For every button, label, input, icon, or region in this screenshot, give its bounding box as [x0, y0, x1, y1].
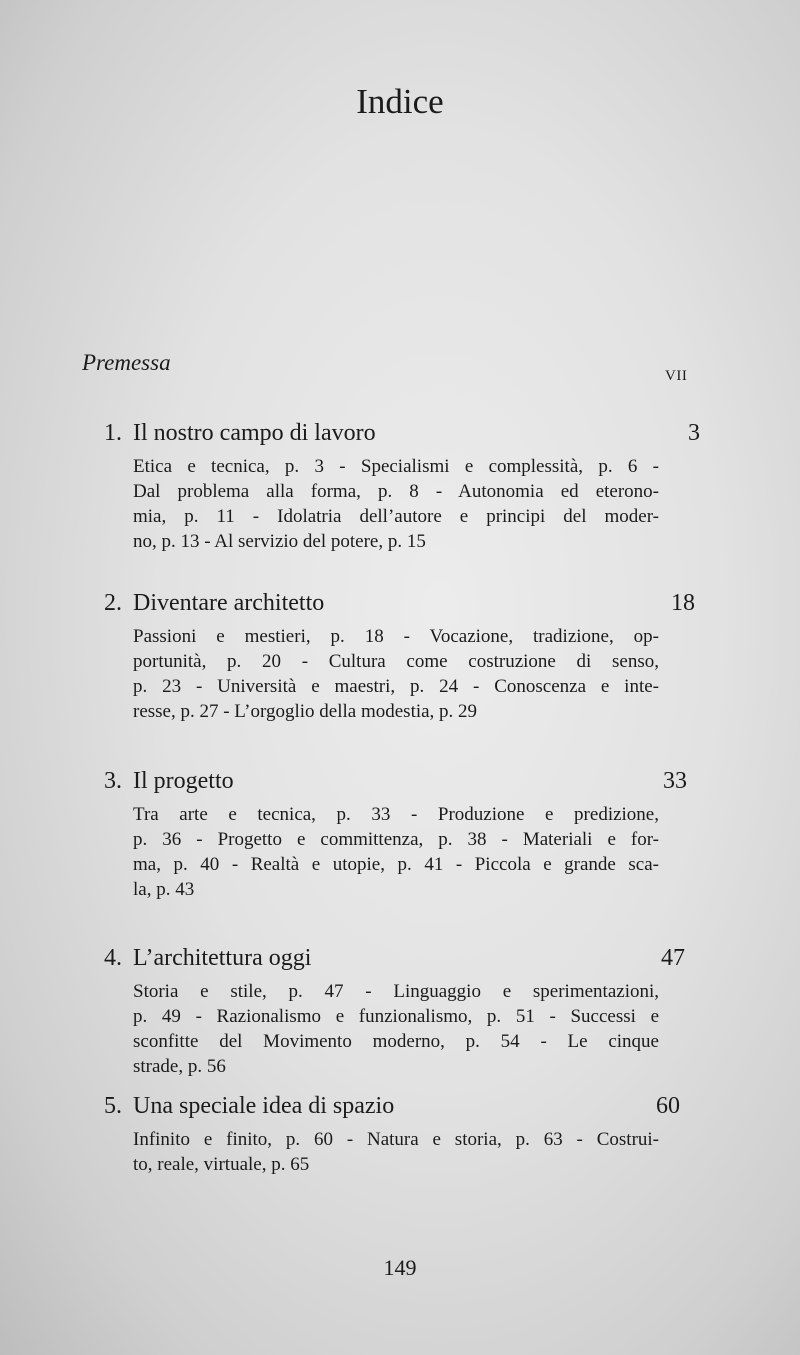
- chapter-page: 47: [661, 945, 685, 971]
- summary-line: no, p. 13 - Al servizio del potere, p. 15: [133, 531, 426, 552]
- chapter-summary: [133, 802, 659, 902]
- summary-line: resse, p. 27 - L’orgoglio della modestia, p. 29: [133, 701, 478, 722]
- chapter-number: 1.: [104, 420, 122, 446]
- summary-line: Etica e tecnica, p. 3 - Specialismi e complessità, p. 6 -: [133, 456, 659, 477]
- chapter-number: 2.: [104, 590, 122, 616]
- summary-line: portunità, p. 20 - Cultura come costruzione di senso,: [133, 651, 659, 672]
- summary-line: p. 23 - Università e maestri, p. 24 - Conoscenza e inte-: [133, 676, 659, 697]
- summary-line: mia, p. 11 - Idolatria dell’autore e principi del moder-: [133, 506, 659, 527]
- chapter-summary: [133, 979, 659, 1079]
- chapter-title: Il progetto: [133, 768, 234, 794]
- chapter-page: 3: [688, 420, 700, 446]
- chapter-summary: [133, 1127, 659, 1177]
- page-title: Indice: [356, 82, 444, 121]
- chapter-title: L’architettura oggi: [133, 945, 312, 971]
- chapter-number: 5.: [104, 1093, 122, 1119]
- summary-line: ma, p. 40 - Realtà e utopie, p. 41 - Piccola e grande sca-: [133, 854, 659, 875]
- chapter-page: 60: [656, 1093, 680, 1119]
- chapter-page: 33: [663, 768, 687, 794]
- summary-line: Tra arte e tecnica, p. 33 - Produzione e predizione,: [133, 804, 659, 825]
- chapter-title: Il nostro campo di lavoro: [133, 420, 376, 446]
- summary-line: sconfitte del Movimento moderno, p. 54 - Le cinque: [133, 1031, 659, 1052]
- chapter-summary: [133, 454, 659, 554]
- chapter-page: 18: [671, 590, 695, 616]
- summary-line: Dal problema alla forma, p. 8 - Autonomia ed eterono-: [133, 481, 659, 502]
- chapter-summary: [133, 624, 659, 724]
- summary-line: strade, p. 56: [133, 1056, 226, 1077]
- chapter-title: Diventare architetto: [133, 590, 325, 616]
- summary-line: p. 36 - Progetto e committenza, p. 38 - Materiali e for-: [133, 829, 659, 850]
- summary-line: Storia e stile, p. 47 - Linguaggio e sperimentazioni,: [133, 981, 659, 1002]
- premessa-page: VII: [665, 368, 688, 384]
- summary-line: to, reale, virtuale, p. 65: [133, 1154, 310, 1175]
- summary-line: Infinito e finito, p. 60 - Natura e storia, p. 63 - Costrui-: [133, 1129, 659, 1150]
- page-number: 149: [383, 1255, 417, 1280]
- summary-line: Passioni e mestieri, p. 18 - Vocazione, tradizione, op-: [133, 626, 659, 647]
- chapter-title: Una speciale idea di spazio: [133, 1093, 395, 1119]
- chapter-number: 4.: [104, 945, 122, 971]
- summary-line: la, p. 43: [133, 879, 195, 900]
- summary-line: p. 49 - Razionalismo e funzionalismo, p. 51 - Successi e: [133, 1006, 659, 1027]
- premessa-title: Premessa: [82, 350, 171, 375]
- chapter-number: 3.: [104, 768, 122, 794]
